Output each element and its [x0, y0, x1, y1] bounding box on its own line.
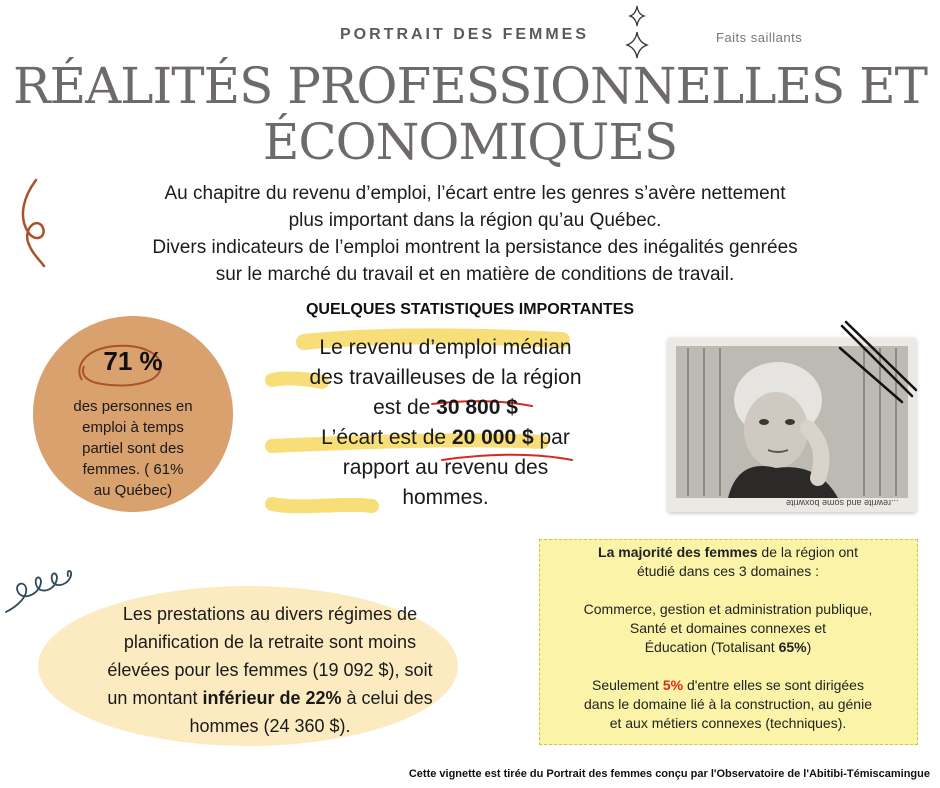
- section-title: QUELQUES STATISTIQUES IMPORTANTES: [305, 301, 634, 318]
- construction-line-2: dans le domaine lié à la construction, au génie: [584, 696, 872, 712]
- retraite-line-5: hommes (24 360 $).: [189, 716, 351, 736]
- income-line-4-prefix: L’écart est de: [321, 426, 452, 449]
- income-line-2: des travailleuses de la région: [309, 366, 582, 389]
- percent-desc-line-1: des personnes en: [73, 398, 193, 415]
- retraite-line-4-suffix: à celui des: [341, 688, 433, 708]
- construction-line-3: et aux métiers connexes (techniques).: [609, 715, 847, 731]
- retraite-line-4: [60, 684, 480, 712]
- intro-paragraph: [80, 180, 870, 288]
- retraite-line-1: Les prestations au divers régimes de: [122, 604, 418, 624]
- income-line-5: rapport au revenu des: [342, 456, 549, 479]
- retraite-line-3: élevées pour les femmes (19 092 $), soit: [107, 660, 433, 680]
- percent-desc-line-4: femmes. ( 61%: [82, 461, 184, 478]
- faits-saillants-label: Faits saillants: [716, 30, 803, 45]
- intro-line-1: Au chapitre du revenu d’emploi, l’écart entre les genres s’avère nettement: [164, 183, 786, 204]
- title-line-2: ÉCONOMIQUES: [262, 113, 678, 171]
- construction-prefix: Seulement: [592, 677, 663, 693]
- domaines-text: [544, 543, 912, 733]
- income-line-4: [268, 423, 623, 453]
- kicker-portrait: PORTRAIT DES FEMMES: [340, 26, 590, 43]
- construction-suffix: d'entre elles se sont dirigées: [683, 677, 864, 693]
- retraite-text: [60, 600, 480, 740]
- retraite-line-2: planification de la retraite sont moins: [123, 632, 417, 652]
- income-line-6: hommes.: [402, 486, 489, 509]
- income-line-4-suffix: par: [533, 426, 570, 449]
- photo-caption: ...rewrite and some boxwrite: [786, 498, 899, 508]
- intro-line-4: sur le marché du travail et en matière de conditions de travail.: [215, 264, 735, 285]
- median-income-value: 30 800 $: [436, 396, 518, 419]
- title-line-1: RÉALITÉS PROFESSIONNELLES ET: [13, 57, 927, 115]
- income-stat: [268, 333, 623, 513]
- retraite-gap-value: inférieur de 22%: [202, 688, 342, 708]
- income-gap-value: 20 000 $: [451, 426, 534, 449]
- intro-line-2: plus important dans la région qu’au Québec.: [288, 210, 662, 231]
- crossed-lines-icon: [836, 318, 920, 408]
- percent-desc-line-2: emploi à temps: [82, 419, 184, 436]
- domaine-item-3-prefix: Éducation (Totalisant: [644, 639, 779, 655]
- domaine-item-3-suffix: ): [806, 639, 812, 655]
- retraite-line-4-prefix: un montant: [107, 688, 203, 708]
- construction-line-1: [544, 676, 912, 695]
- domaines-line-2: étudié dans ces 3 domaines :: [636, 563, 820, 579]
- sparkle-icon: [622, 4, 652, 60]
- domaines-lead-rest: de la région ont: [757, 544, 858, 560]
- percent-description: [53, 396, 213, 501]
- income-line-3-prefix: est de: [373, 396, 437, 419]
- swirl-decoration-icon: [14, 176, 54, 268]
- percent-desc-line-3: partiel sont des: [82, 440, 184, 457]
- percent-value: 71 %: [103, 346, 163, 376]
- income-line-3: [268, 393, 623, 423]
- domaines-lead-bold: La majorité des femmes: [598, 544, 758, 560]
- footer-credit: Cette vignette est tirée du Portrait des femmes conçu par l'Observatoire de l'Abitibi-Témiscamingue: [408, 768, 930, 780]
- domaines-lead: [544, 543, 912, 562]
- domaine-item-2: Santé et domaines connexes et: [629, 620, 827, 636]
- construction-percent: 5%: [662, 677, 684, 693]
- percent-desc-line-5: au Québec): [93, 482, 173, 499]
- domaines-total-value: 65%: [778, 639, 807, 655]
- income-line-1: Le revenu d’emploi médian: [319, 336, 572, 359]
- page-title: [0, 58, 940, 170]
- domaine-item-3: [544, 638, 912, 657]
- intro-line-3: Divers indicateurs de l’emploi montrent la persistance des inégalités genrées: [152, 237, 798, 258]
- domaine-item-1: Commerce, gestion et administration publique,: [583, 601, 873, 617]
